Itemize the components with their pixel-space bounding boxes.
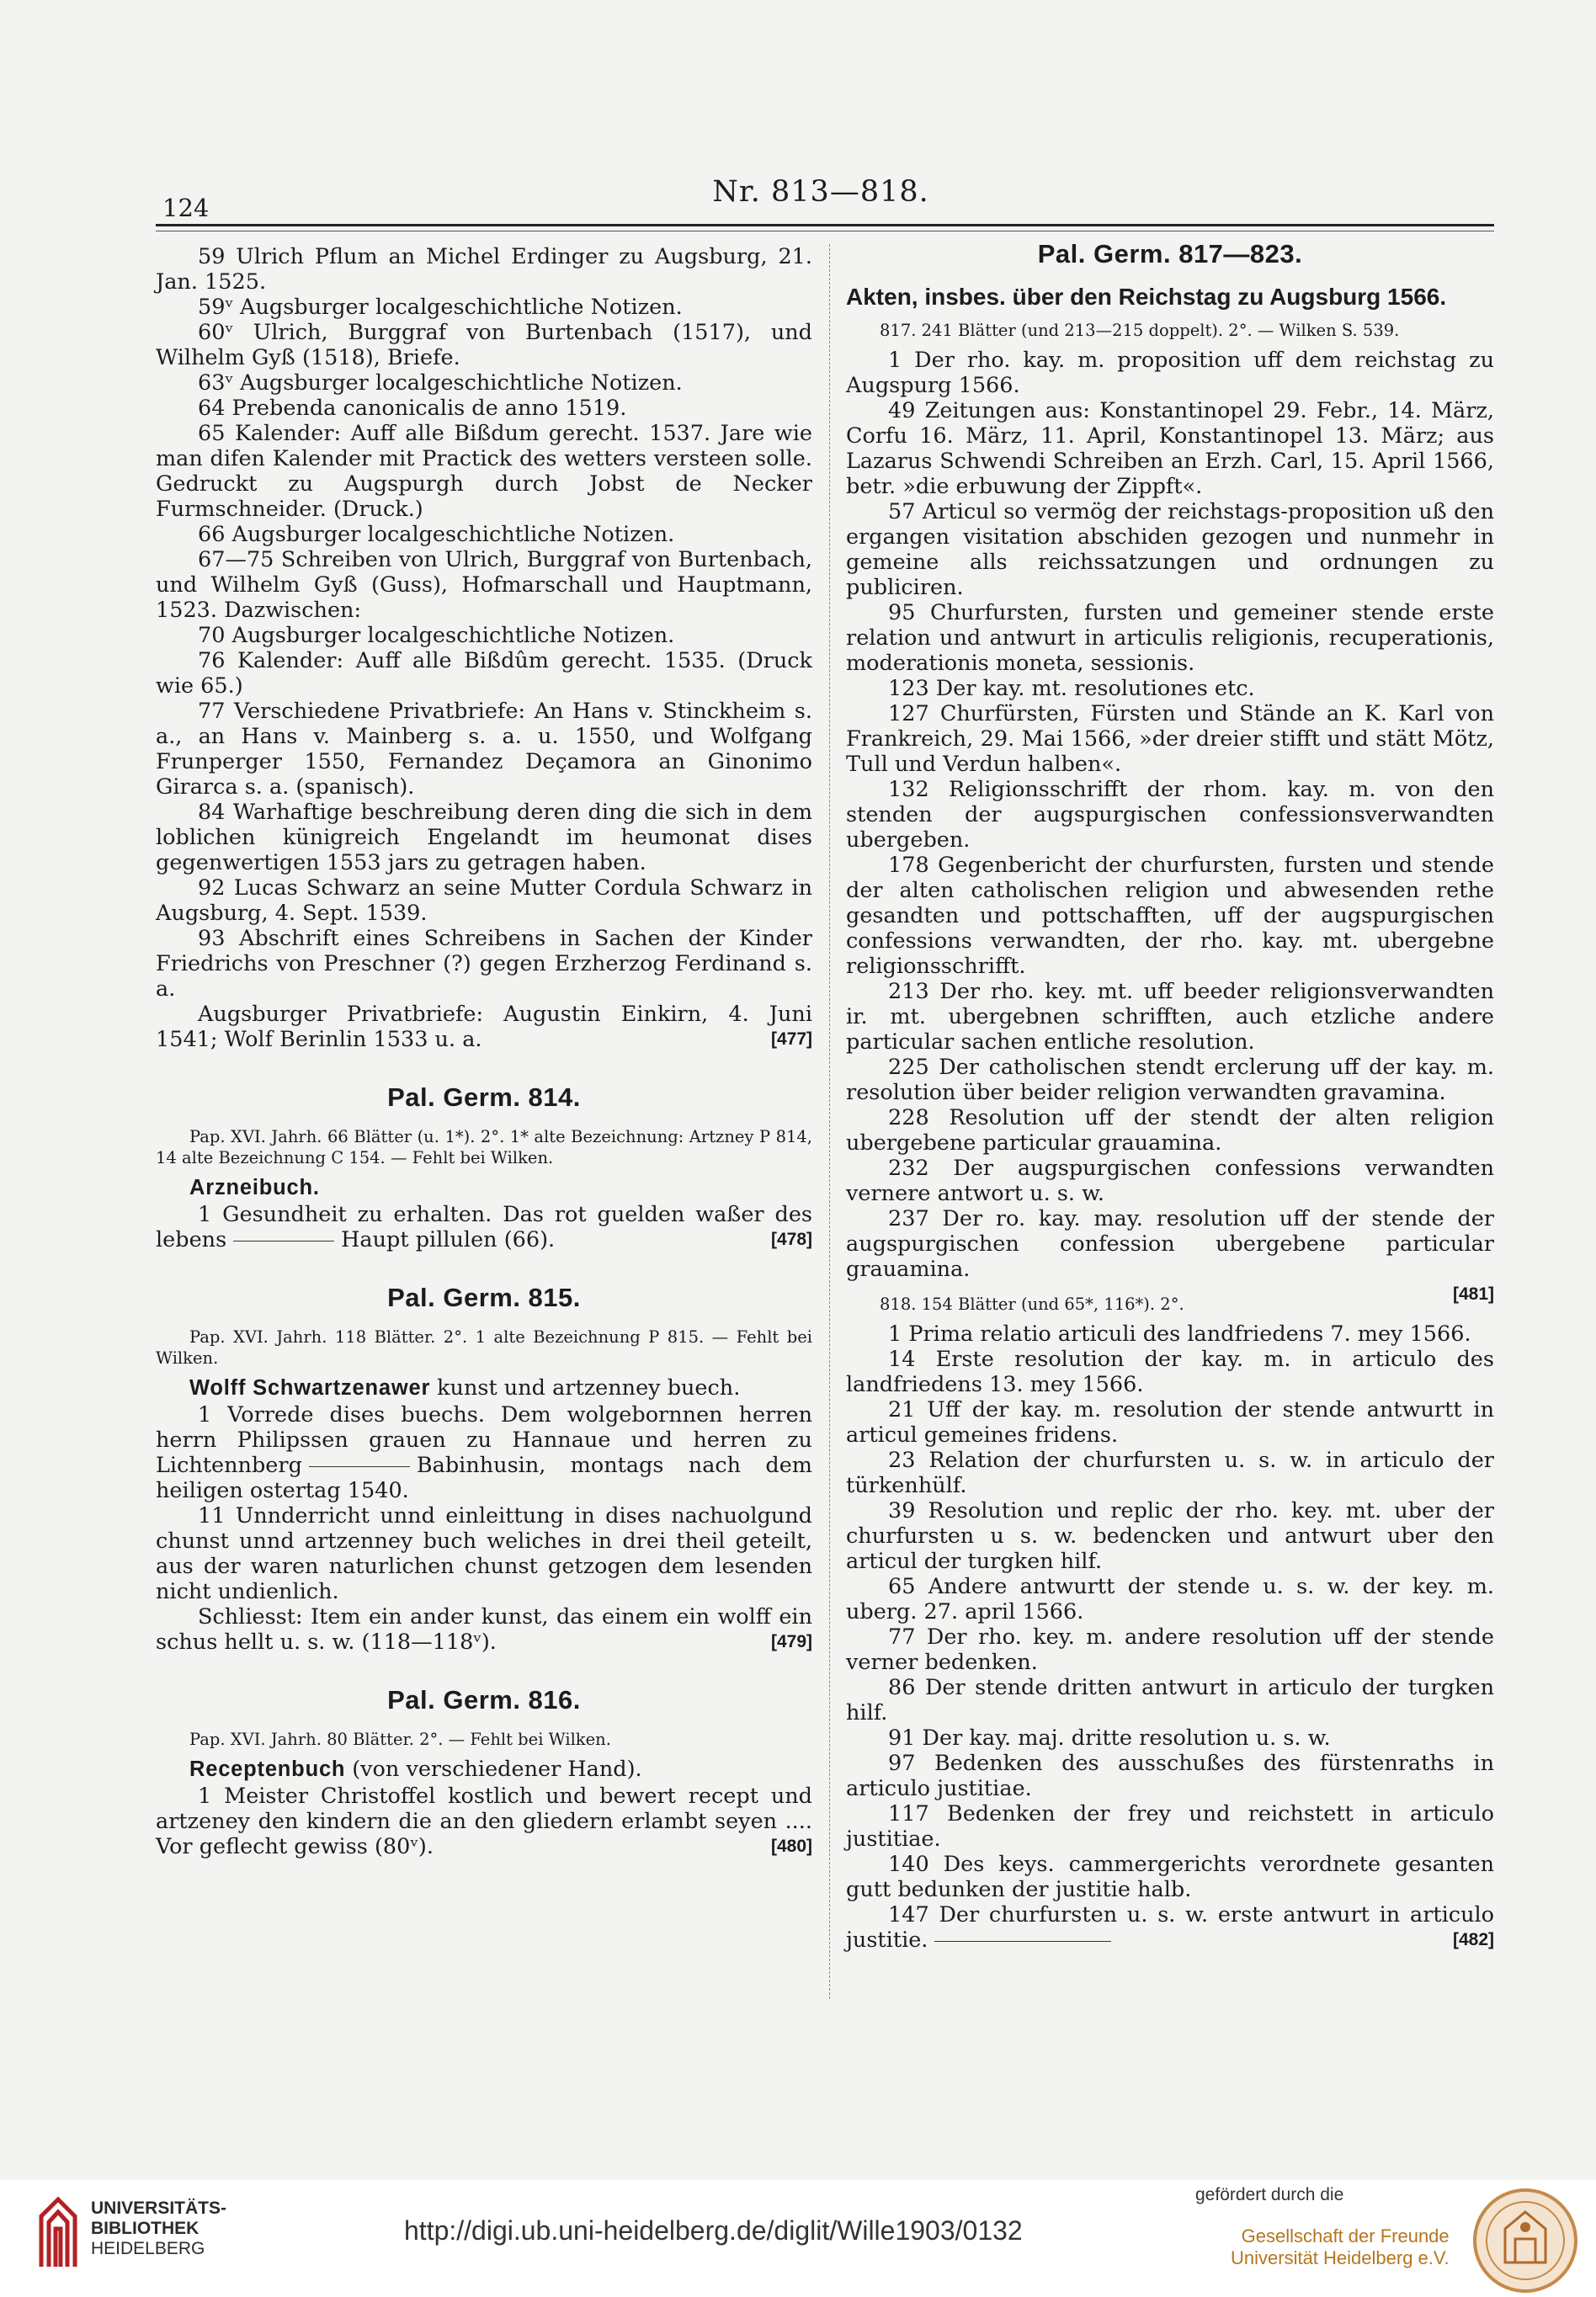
entry: 232 Der augspurgischen confessions verwandten vernere antwort u. s. w.	[846, 1156, 1494, 1206]
entry	[156, 1002, 812, 1052]
entry: 93 Abschrift eines Schreibens in Sachen der Kinder Friedrichs von Preschner (?) gegen Erzherzog Ferdinand s. a.	[156, 926, 812, 1002]
library-logo-icon	[37, 2195, 79, 2271]
section-meta: Pap. XVI. Jahrh. 118 Blätter. 2°. 1 alte Bezeichnung P 815. — Fehlt bei Wilken.	[156, 1327, 812, 1368]
university-seal-icon	[1471, 2187, 1579, 2294]
entry: 59ᵛ Augsburger localgeschichtliche Notizen.	[198, 295, 683, 320]
ref-number: [479]	[770, 1632, 812, 1651]
entry: 86 Der stende dritten antwurt in articulo der turgken hilf.	[846, 1675, 1494, 1725]
entry: 84 Warhaftige beschreibung deren ding die sich in dem loblichen künigreich Engelandt im heumonat dises gegenwertigen 1553 jars zu getragen haben.	[156, 800, 812, 875]
entry: 65 Kalender: Auff alle Bißdum gerecht. 1537. Jare wie man difen Kalender mit Practick des wetters versteen solle. Gedruckt zu Augspurgh durch Jobst de Necker Furmschneider. (Druck.)	[156, 421, 812, 522]
entry: 123 Der kay. mt. resolutiones etc.	[888, 676, 1255, 701]
entry: 225 Der catholischen stendt erclerung uff der kay. m. resolution über beider religion verwandten gravamina.	[846, 1055, 1494, 1105]
entry: 178 Gegenbericht der churfursten, fursten und stende der alten catholischen religion und abwesenden rethe gesandten und pottschafften, uff der augspurgischen confessions verwandten, der rho. kay. mt. ubergebne religionsschrifft.	[846, 853, 1494, 979]
entry: 49 Zeitungen aus: Konstantinopel 29. Febr., 14. März, Corfu 16. März, 11. April, Konstantinopel 13. März; aus Lazarus Schwendi Schreiben an Erzh. Carl, 15. April 1566, betr. »die erbuwung der Zippft«.	[846, 398, 1494, 499]
entry: 64 Prebenda canonicalis de anno 1519.	[198, 396, 627, 421]
ref-number: [481]	[1452, 1284, 1494, 1304]
ref-number: [482]	[1452, 1930, 1494, 1949]
entry: 70 Augsburger localgeschichtliche Notizen.	[198, 623, 675, 648]
section-subtitle: Wolff Schwartzenawer kunst und artzenney buech.	[189, 1375, 741, 1401]
entry: 1 Vorrede dises buechs. Dem wolgebornnen herren herrn Philipssen grauen zu Hannaue und herren zu Lichtennberg Babinhusin, montags nach dem heiligen ostertag 1540.	[156, 1402, 812, 1503]
right-column	[846, 239, 1494, 1953]
running-header	[147, 168, 1494, 221]
entry: 57 Articul so vermög der reichstags-proposition uß den ergangen visitation abschiden gezogen und nunmehr in gemeine alls reichssatzungen und ordnungen zu publiciren.	[846, 499, 1494, 600]
page-number: 124	[162, 194, 210, 222]
running-title: Nr. 813—818.	[712, 175, 929, 209]
entry: 147 Der churfursten u. s. w. erste antwurt in articulo justitie. [482]	[846, 1902, 1494, 1953]
section-subtitle: Arzneibuch.	[189, 1176, 320, 1199]
entry: 66 Augsburger localgeschichtliche Notizen.	[198, 522, 675, 547]
entry: 228 Resolution uff der stendt der alten religion ubergebene particular grauamina.	[846, 1105, 1494, 1156]
column-divider	[829, 244, 830, 1999]
section-heading: Pal. Germ. 816.	[387, 1685, 581, 1715]
entry: 97 Bedenken des ausschußes des fürstenraths in articulo justitiae.	[846, 1751, 1494, 1801]
entry: 91 Der kay. maj. dritte resolution u. s. w.	[888, 1725, 1331, 1751]
entry: 132 Religionsschrifft der rhom. kay. m. von den stenden der augspurgischen confessionsverwandten ubergeben.	[846, 777, 1494, 853]
entry: 95 Churfursten, fursten und gemeiner stende erste relation und antwurt in articulis religionis, recuperationis, moderationis moneta, sessionis.	[846, 600, 1494, 676]
entry: 39 Resolution und replic der rho. key. mt. uber der churfursten u s. w. bedencken und antwurt uber den articul der turgken hilf.	[846, 1498, 1494, 1574]
entry: 1 Meister Christoffel kostlich und bewert recept und artzeney den kindern die an den gliedern erlambt seyen .... Vor geflecht gewiss (80ᵛ). [480]	[156, 1784, 812, 1859]
entry: 1 Prima relatio articuli des landfriedens 7. mey 1566.	[888, 1321, 1471, 1347]
entry: 21 Uff der kay. m. resolution der stende antwurtt in articul gemeines fridens.	[846, 1397, 1494, 1448]
entry: 76 Kalender: Auff alle Bißdûm gerecht. 1535. (Druck wie 65.)	[156, 648, 812, 699]
entry: 14 Erste resolution der kay. m. in articulo des landfriedens 13. mey 1566.	[846, 1347, 1494, 1397]
entry: 63ᵛ Augsburger localgeschichtliche Notizen.	[198, 370, 683, 396]
ref-number: [478]	[770, 1230, 812, 1249]
rule-line	[309, 1466, 410, 1467]
entry: 11 Unnderricht unnd einleittung in dises nachuolgund chunst unnd artzenney buch weliches in drei theil geteilt, aus der waren naturlichen chunst getzogen dem lesenden nicht undienlich.	[156, 1503, 812, 1604]
section-meta: 818. 154 Blätter (und 65*, 116*). 2°.	[880, 1295, 1184, 1314]
entry: 67—75 Schreiben von Ulrich, Burggraf von Burtenbach, und Wilhelm Gyß (Guss), Hofmarschall und Hauptmann, 1523. Dazwischen:	[156, 547, 812, 623]
library-name: UNIVERSITÄTS- BIBLIOTHEK HEIDELBERG	[91, 2199, 227, 2258]
entry: 1 Der rho. kay. m. proposition uff dem reichstag zu Augspurg 1566.	[846, 348, 1494, 398]
entry: 92 Lucas Schwarz an seine Mutter Cordula Schwarz in Augsburg, 4. Sept. 1539.	[156, 875, 812, 926]
section-subtitle: Akten, insbes. über den Reichstag zu Augsburg 1566.	[846, 284, 1447, 310]
entry: 59 Ulrich Pflum an Michel Erdinger zu Augsburg, 21. Jan. 1525.	[156, 244, 812, 295]
entry: 117 Bedenken der frey und reichstett in articulo justitiae.	[846, 1801, 1494, 1852]
entry: 77 Verschiedene Privatbriefe: An Hans v. Stinckheim s. a., an Hans v. Mainberg s. a. u. 1550, und Wolfgang Frunperger 1550, Fernandez Deçamora an Ginonimo Girarca s. a. (spanisch).	[156, 699, 812, 800]
funded-by: gefördert durch die	[1195, 2185, 1344, 2204]
ref-number: [477]	[770, 1029, 812, 1049]
section-meta: Pap. XVI. Jahrh. 66 Blätter (u. 1*). 2°. 1* alte Bezeichnung: Artzney P 814, 14 alte Bezeichnung C 154. — Fehlt bei Wilken.	[156, 1127, 812, 1167]
page-url-link[interactable]: http://digi.ub.uni-heidelberg.de/diglit/Wille1903/0132	[404, 2215, 1023, 2246]
section-heading: Pal. Germ. 817—823.	[1037, 239, 1303, 269]
rule-line	[233, 1241, 334, 1242]
entry: 77 Der rho. key. m. andere resolution uff der stende verner bedenken.	[846, 1624, 1494, 1675]
entry: 23 Relation der churfursten u. s. w. in articulo der türkenhülf.	[846, 1448, 1494, 1498]
entry-text: Augsburger Privatbriefe: Augustin Einkirn, 4. Juni 1541; Wolf Berinlin 1533 u. a.	[156, 1002, 812, 1052]
section-meta: Pap. XVI. Jahrh. 80 Blätter. 2°. — Fehlt bei Wilken.	[189, 1730, 611, 1749]
entry: 1 Gesundheit zu erhalten. Das rot guelden waßer des lebens Haupt pillulen (66). [478]	[156, 1202, 812, 1252]
section-subtitle: Receptenbuch (von verschiedener Hand).	[189, 1757, 642, 1782]
entry: 127 Churfürsten, Fürsten und Stände an K. Karl von Frankreich, 29. Mai 1566, »der dreier stifft und stätt Mötz, Tull und Verdun halben«.	[846, 701, 1494, 777]
entry: 237 Der ro. kay. may. resolution uff der stende der augspurgischen confession ubergebene particular grauamina.	[846, 1206, 1494, 1282]
section-heading: Pal. Germ. 814.	[387, 1082, 581, 1112]
entry: Schliesst: Item ein ander kunst, das einem ein wolff ein schus hellt u. s. w. (118—118ᵛ). [479]	[156, 1604, 812, 1655]
entry: 60ᵛ Ulrich, Burggraf von Burtenbach (1517), und Wilhelm Gyß (1518), Briefe.	[156, 320, 812, 370]
viewer-footer	[0, 2180, 1596, 2297]
document-page	[147, 168, 1494, 1953]
sponsor-name: Gesellschaft der Freunde Universität Heidelberg e.V.	[1231, 2225, 1450, 2268]
entry: 140 Des keys. cammergerichts verordnete gesanten gutt bedunken der justitie halb.	[846, 1852, 1494, 1902]
section-meta: 817. 241 Blätter (und 213—215 doppelt). 2°. — Wilken S. 539.	[880, 321, 1400, 340]
entry: 213 Der rho. key. mt. uff beeder religionsverwandten ir. mt. ubergebnen schrifften, auch etzliche andere particular sachen entliche resolution.	[846, 979, 1494, 1055]
section-heading: Pal. Germ. 815.	[387, 1283, 581, 1312]
rule-line	[934, 1941, 1111, 1942]
entry: 65 Andere antwurtt der stende u. s. w. der key. m. uberg. 27. april 1566.	[846, 1574, 1494, 1624]
left-column	[156, 244, 812, 1859]
ref-number: [480]	[770, 1837, 812, 1856]
header-rule	[156, 224, 1494, 226]
